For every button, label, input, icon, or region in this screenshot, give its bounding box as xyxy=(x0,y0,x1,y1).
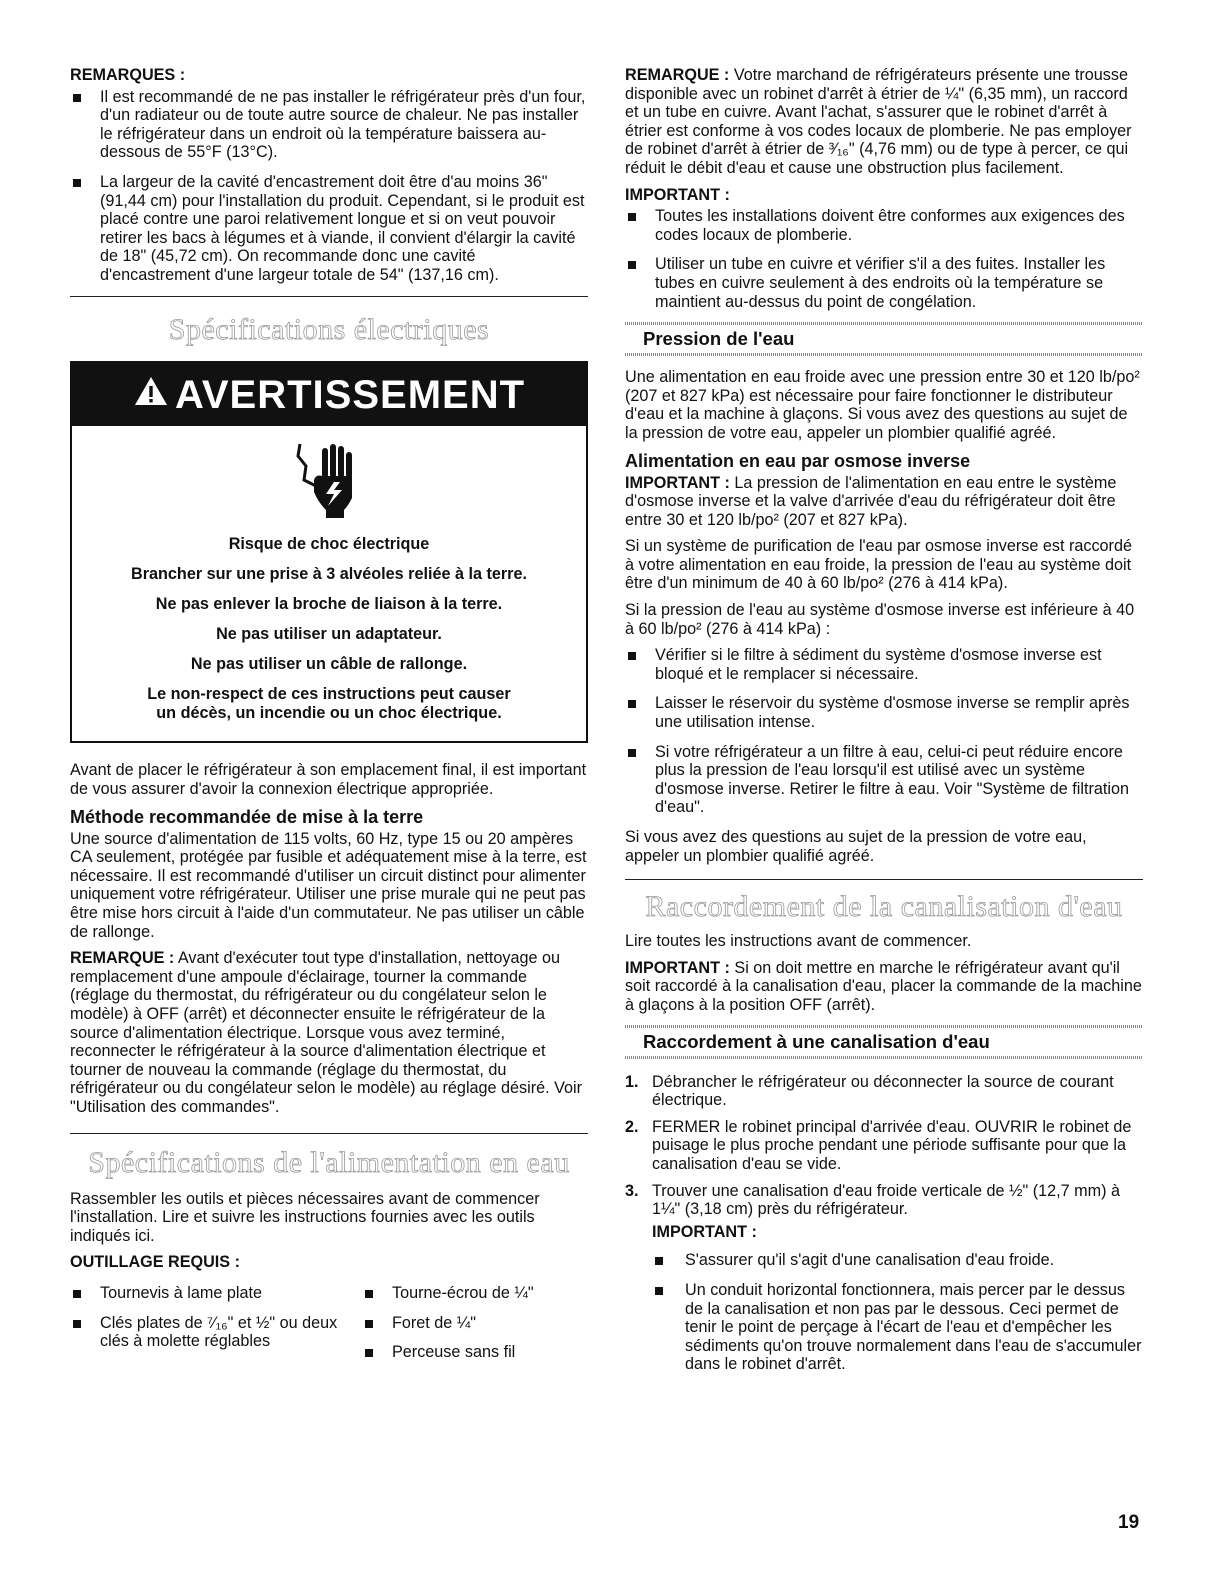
step-item xyxy=(625,1118,1143,1174)
warning-consequence xyxy=(72,685,586,723)
list-item: Tourne-écrou de ¼" xyxy=(362,1284,588,1303)
osmose-paragraph: Si vous avez des questions au sujet de la pression de votre eau, appeler un plombier qualifié agréé. xyxy=(625,828,1087,865)
list-item: Foret de ¼" xyxy=(362,1314,588,1333)
remarques-label: REMARQUES : xyxy=(70,66,186,84)
raccord-important xyxy=(625,959,1143,1015)
step-item xyxy=(625,1182,1143,1374)
list-item: Toutes les installations doivent être conformes aux exigences des codes locaux de plomberie. xyxy=(625,207,1143,244)
warning-box xyxy=(70,361,588,744)
warning-line: Ne pas utiliser un adaptateur. xyxy=(216,625,442,644)
step-number: 3. xyxy=(625,1181,639,1200)
electric-shock-hand-icon xyxy=(72,426,586,531)
important-text: Si on doit mettre en marche le réfrigérateur avant qu'il soit raccordé à la canalisation d'eau, placer la commande de la machine à glaçons à la position OFF (arrêt). xyxy=(625,958,1142,1014)
important-text: La pression de l'alimentation en eau entre le système d'osmose inverse et la valve d'arrivée d'eau du réfrigérateur doit être entre 30 et 120 lb/po² (207 et 827 kPa). xyxy=(625,473,1117,529)
section-divider xyxy=(70,1133,588,1134)
warning-line: Ne pas enlever la broche de liaison à la terre. xyxy=(155,595,503,614)
left-column xyxy=(70,66,588,1379)
list-item: Vérifier si le filtre à sédiment du système d'osmose inverse est bloqué et le remplacer si nécessaire. xyxy=(625,646,1143,683)
list-item: Tournevis à lame plate xyxy=(70,1284,362,1303)
pression-title: Pression de l'eau xyxy=(643,328,795,350)
list-item: Perceuse sans fil xyxy=(362,1343,588,1362)
outillage-label: OUTILLAGE REQUIS : xyxy=(70,1253,240,1272)
step-text: Débrancher le réfrigérateur ou déconnecter la source de courant électrique. xyxy=(652,1072,1114,1110)
water-intro: Rassembler les outils et pièces nécessaires avant de commencer l'installation. Lire et suivre les instructions fournies avec les outils indiqués ici. xyxy=(70,1189,540,1245)
list-item: Si votre réfrigérateur a un filtre à eau, celui-ci peut réduire encore plus la pression de l'eau lorsqu'il est utilisé avec un système d'osmose inverse. Retirer le filtre à eau. Voir "Système de filtration d'eau". xyxy=(625,743,1143,817)
list-item: Un conduit horizontal fonctionnera, mais percer par le dessus de la canalisation et non pas par le dessous. Ceci permet de tenir le point de perçage à l'écart de l'eau et d'empêcher les sédiments qu'on trouve normalement dans l'eau de s'accumuler dans le robinet d'arrêt. xyxy=(652,1281,1143,1374)
important-label: IMPORTANT : xyxy=(625,185,730,204)
warning-header xyxy=(72,363,586,427)
remarque-paragraph xyxy=(70,949,588,1116)
remarque-label: REMARQUE : xyxy=(625,66,730,84)
raccord-subtitle: Raccordement à une canalisation d'eau xyxy=(643,1030,990,1052)
list-item: S'assurer qu'il s'agit d'une canalisation d'eau froide. xyxy=(652,1251,1143,1270)
right-column xyxy=(625,66,1143,1385)
warning-consequence-line-1: Le non-respect de ces instructions peut causer xyxy=(147,685,511,704)
pression-text: Une alimentation en eau froide avec une pression entre 30 et 120 lb/po² (207 et 827 kPa) est nécessaire pour faire fonctionner le distributeur d'eau et la machine à glaçons. Si vous avez des questions au sujet de la pression de votre eau, appeler un plombier qualifié agréé. xyxy=(625,368,1140,442)
warning-line: Brancher sur une prise à 3 alvéoles reliée à la terre. xyxy=(131,565,527,584)
step-text: Trouver une canalisation d'eau froide verticale de ½" (12,7 mm) à 1¼" (3,18 cm) près du réfrigérateur. xyxy=(652,1181,1121,1219)
tools-column-2 xyxy=(362,1284,588,1373)
step-number: 1. xyxy=(625,1072,639,1091)
important-list xyxy=(625,207,1143,311)
warning-risk: Risque de choc électrique xyxy=(228,535,430,554)
step-number: 2. xyxy=(625,1117,639,1136)
step-item xyxy=(625,1073,1143,1110)
tools-column-1 xyxy=(70,1284,362,1373)
warning-consequence-line-2: un décès, un incendie ou un choc électrique. xyxy=(156,704,502,723)
methode-text: Une source d'alimentation de 115 volts, 60 Hz, type 15 ou 20 ampères CA seulement, protégée par fusible et adéquatement mise à la terre, est nécessaire. Il est recommandé d'utiliser un circuit distinct pour alimenter uniquement votre réfrigérateur. Utiliser une prise murale qui ne peut pas être mise hors circuit à l'aide d'un commutateur. Ne pas utiliser un câble de rallonge. xyxy=(70,829,587,941)
warning-body xyxy=(72,531,586,741)
methode-title: Méthode recommandée de mise à la terre xyxy=(70,806,424,827)
section-title-water: Spécifications de l'alimentation en eau xyxy=(88,1145,570,1179)
tools-list xyxy=(70,1284,588,1379)
raccord-intro: Lire toutes les instructions avant de commencer. xyxy=(625,932,972,951)
remarques-list xyxy=(70,88,588,285)
important-label: IMPORTANT : xyxy=(625,958,730,977)
warning-triangle-icon xyxy=(133,372,169,417)
important-label: IMPORTANT : xyxy=(625,473,730,492)
list-item: Clés plates de ⁷⁄₁₆" et ½" ou deux clés à molette réglables xyxy=(70,1314,362,1351)
warning-title: AVERTISSEMENT xyxy=(174,372,526,417)
electrical-intro: Avant de placer le réfrigérateur à son emplacement final, il est important de vous assurer d'avoir la connexion électrique appropriée. xyxy=(70,761,587,799)
osmose-important xyxy=(625,474,1143,530)
section-divider xyxy=(70,296,588,297)
step-text: FERMER le robinet principal d'arrivée d'eau. OUVRIR le robinet de puisage le plus proche pendant une période suffisante pour que la canalisation d'eau se vide. xyxy=(652,1117,1132,1173)
section-divider xyxy=(625,879,1143,880)
step-important-label: IMPORTANT : xyxy=(652,1222,757,1241)
kit-remarque xyxy=(625,66,1143,178)
osmose-title: Alimentation en eau par osmose inverse xyxy=(625,450,971,471)
osmose-paragraph: Si la pression de l'eau au système d'osmose inverse est inférieure à 40 à 60 lb/po² (276 à 414 kPa) : xyxy=(625,601,1135,638)
list-item: Utiliser un tube en cuivre et vérifier s'il a des fuites. Installer les tubes en cuivre seulement à des endroits où la température se maintient au-dessus du point de congélation. xyxy=(625,255,1143,311)
remarque-label: REMARQUE : xyxy=(70,949,175,968)
hatch-rule xyxy=(625,353,1143,356)
list-item: Laisser le réservoir du système d'osmose inverse se remplir après une utilisation intense. xyxy=(625,694,1143,731)
step3-list xyxy=(652,1251,1143,1374)
list-item: Il est recommandé de ne pas installer le réfrigérateur près d'un four, d'un radiateur ou de toute autre source de chaleur. Ne pas installer le réfrigérateur dans un endroit où la température baissera au-dessous de 55°F (13°C). xyxy=(70,88,588,162)
page-number: 19 xyxy=(1118,1512,1140,1533)
osmose-list xyxy=(625,646,1143,817)
list-item: La largeur de la cavité d'encastrement doit être d'au moins 36" (91,44 cm) pour l'installation du produit. Cependant, si le produit est placé contre une paroi relativement longue et si on veut pouvoir retirer les bacs à légumes et à viande, il convient d'élargir la cavité de 18" (45,72 cm). On recommande donc une cavité d'encastrement d'une largeur totale de 54" (137,16 cm). xyxy=(70,173,588,285)
osmose-paragraph: Si un système de purification de l'eau par osmose inverse est raccordé à votre alimentation en eau froide, la pression de l'eau au système doit être d'un minimum de 40 à 60 lb/po² (276 à 414 kPa). xyxy=(625,537,1132,593)
section-title-electrical: Spécifications électriques xyxy=(168,312,490,346)
warning-line: Ne pas utiliser un câble de rallonge. xyxy=(190,655,468,674)
section-title-raccord: Raccordement de la canalisation d'eau xyxy=(645,890,1123,924)
steps-list xyxy=(625,1073,1143,1374)
remarque-text: Votre marchand de réfrigérateurs présente une trousse disponible avec un robinet d'arrêt à étrier de ¼" (6,35 mm), un raccord et un tube en cuivre. Avant l'achat, s'assurer que le robinet d'arrêt à étrier est conforme à vos codes locaux de plomberie. Ne pas employer de robinet d'arrêt à étrier de ³⁄₁₆" (4,76 mm) ou de type à percer, ce qui réduit le débit d'eau et cause une obstruction plus facilement. xyxy=(625,66,1132,177)
remarque-text: Avant d'exécuter tout type d'installation, nettoyage ou remplacement d'une ampoule d'éclairage, tourner la commande (réglage du thermostat, du réfrigérateur ou du congélateur selon le modèle) à OFF (arrêt) et déconnecter ensuite le réfrigérateur de la source d'alimentation électrique. Lorsque vous avez terminé, reconnecter le réfrigérateur à la source d'alimentation électrique et tourner de nouveau la commande (réglage du thermostat, du réfrigérateur ou du congélateur selon le modèle) au réglage désiré. Voir "Utilisation des commandes". xyxy=(70,949,583,1116)
hatch-rule xyxy=(625,1056,1143,1059)
